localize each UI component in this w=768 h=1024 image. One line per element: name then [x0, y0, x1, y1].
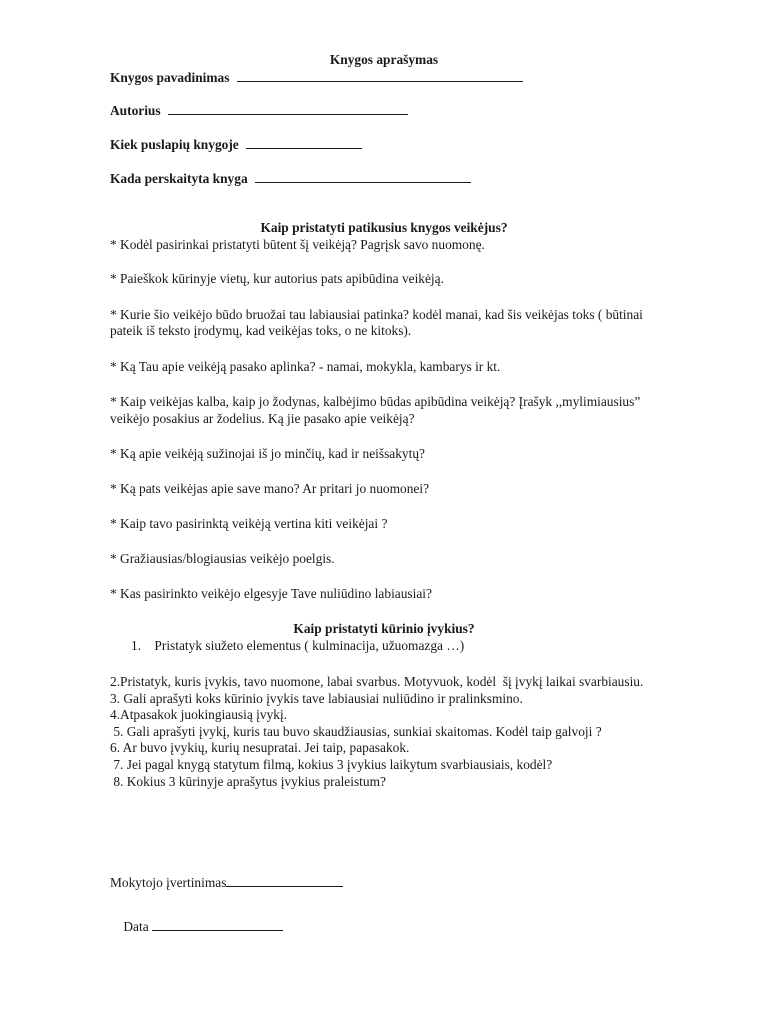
field-label: Kada perskaityta knyga — [110, 171, 248, 186]
list-item: * Gražiausias/blogiausias veikėjo poelgis. — [110, 551, 335, 566]
list-item: * Ką pats veikėjas apie save mano? Ar pritari jo nuomonei? — [110, 481, 430, 496]
field-blank-line[interactable] — [237, 70, 523, 82]
section-heading-characters: Kaip pristatyti patikusius knygos veikėjus? — [260, 220, 508, 235]
field-label: Kiek puslapių knygoje — [110, 137, 239, 152]
list-item-continuation: pateik iš teksto įrodymų, kad veikėjas toks, o ne kitoks). — [110, 323, 412, 338]
field-author — [110, 103, 408, 119]
list-item: 6. Ar buvo įvykių, kurių nesupratai. Jei taip, papasakok. — [110, 740, 410, 755]
field-page-count — [110, 137, 362, 153]
list-item-continuation: veikėjo posakius ar žodelius. Ką jie pasako apie veikėją? — [110, 411, 415, 426]
list-item: 4.Atpasakok juokingiausią įvykį. — [110, 707, 288, 722]
section-heading-events: Kaip pristatyti kūrinio įvykius? — [293, 621, 475, 636]
list-item: * Ką Tau apie veikėją pasako aplinka? - namai, mokykla, kambarys ir kt. — [110, 359, 501, 374]
document-title: Knygos aprašymas — [329, 52, 439, 67]
list-item: * Kurie šio veikėjo būdo bruožai tau labiausiai patinka? kodėl manai, kad šis veikėjas toks ( būtinai — [110, 307, 643, 322]
field-label: Autorius — [110, 103, 161, 118]
list-item: 2.Pristatyk, kuris įvykis, tavo nuomone, labai svarbus. Motyvuok, kodėl šį įvykį laikai svarbiausiu. — [110, 674, 644, 689]
list-item: * Ką apie veikėją sužinojai iš jo minčių, kad ir neišsakytų? — [110, 446, 425, 461]
list-item: * Kas pasirinkto veikėjo elgesyje Tave nuliūdino labiausiai? — [110, 586, 432, 601]
footer-label: Data — [123, 919, 153, 934]
footer-label: Mokytojo įvertinimas — [110, 875, 227, 890]
footer-date — [110, 903, 283, 951]
list-item: 3. Gali aprašyti koks kūrinio įvykis tave labiausiai nuliūdino ir pralinksmino. — [110, 691, 523, 706]
field-label: Knygos pavadinimas — [110, 70, 230, 85]
footer-blank-line[interactable] — [152, 919, 283, 931]
list-item: * Kodėl pasirinkai pristatyti būtent šį veikėją? Pagrįsk savo nuomonę. — [110, 237, 485, 252]
list-item: * Paieškok kūrinyje vietų, kur autorius pats apibūdina veikėją. — [110, 271, 444, 286]
list-item: 5. Gali aprašyti įvykį, kuris tau buvo skaudžiausias, sunkiai skaitomas. Kodėl taip galvoji ? — [110, 724, 602, 739]
field-book-title — [110, 70, 523, 86]
field-blank-line[interactable] — [168, 103, 408, 115]
list-item: * Kaip veikėjas kalba, kaip jo žodynas, kalbėjimo būdas apibūdina veikėją? Įrašyk ,,mylimiausius” — [110, 394, 641, 409]
field-read-date — [110, 171, 471, 187]
field-blank-line[interactable] — [246, 137, 362, 149]
list-item: 1. Pristatyk siužeto elementus ( kulminacija, užuomazga …) — [131, 638, 465, 653]
footer-blank-line[interactable] — [226, 875, 343, 887]
field-blank-line[interactable] — [255, 171, 471, 183]
list-item: 8. Kokius 3 kūrinyje aprašytus įvykius praleistum? — [110, 774, 386, 789]
list-item: 7. Jei pagal knygą statytum filmą, kokius 3 įvykius laikytum svarbiausiais, kodėl? — [110, 757, 553, 772]
list-item: * Kaip tavo pasirinktą veikėją vertina kiti veikėjai ? — [110, 516, 388, 531]
footer-teacher-evaluation — [110, 875, 343, 891]
